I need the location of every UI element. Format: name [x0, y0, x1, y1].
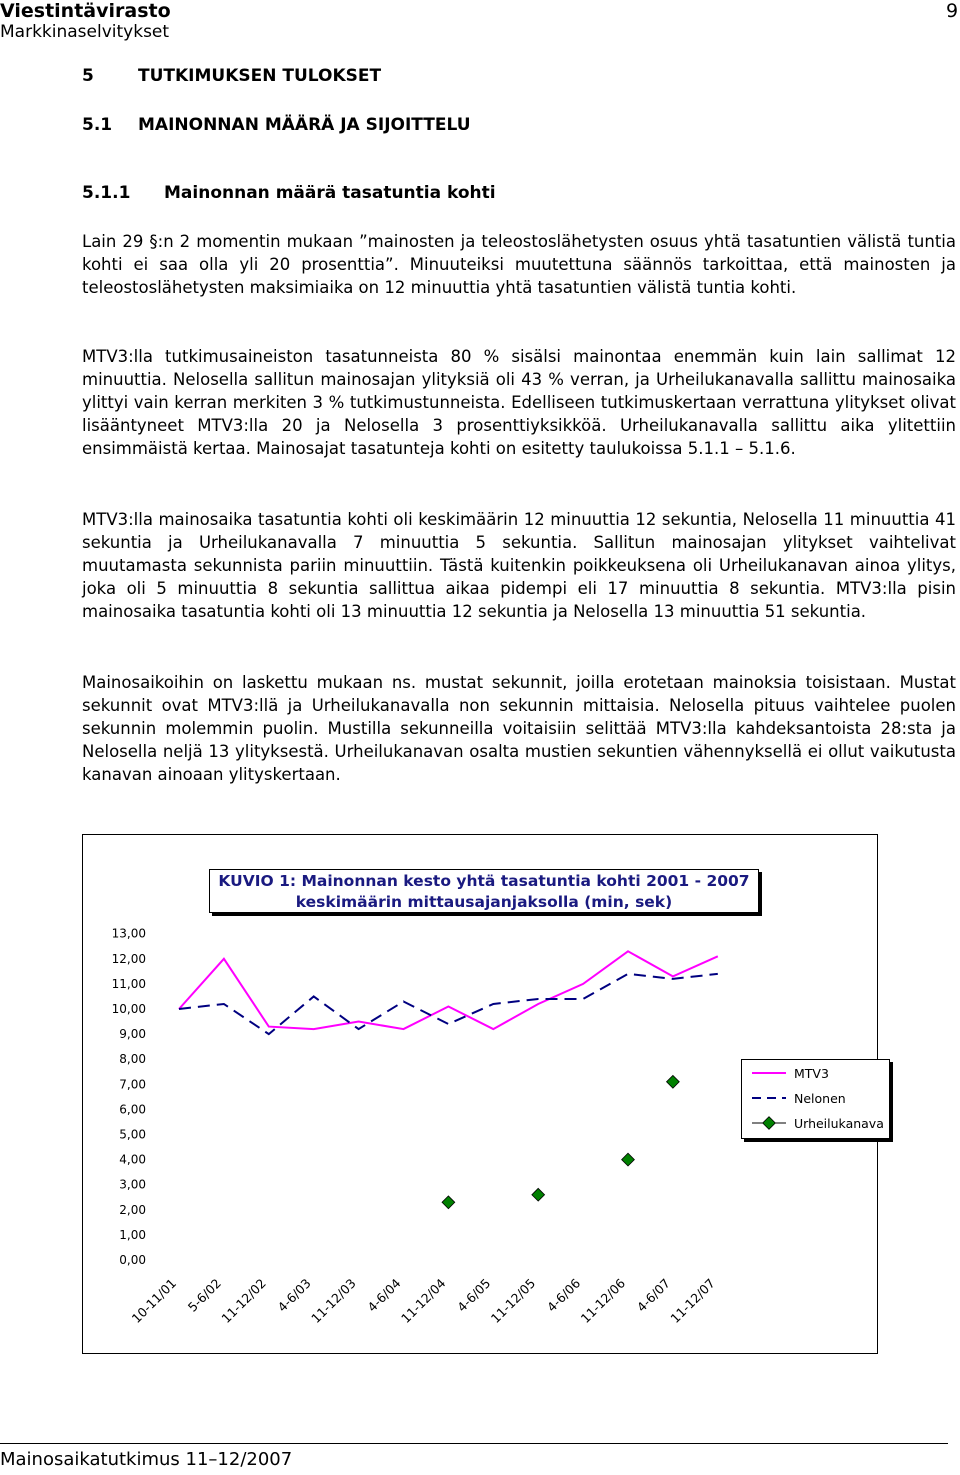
y-tick-label: 0,00 — [119, 1253, 146, 1267]
paragraph-1: Lain 29 §:n 2 momentin mukaan ”mainosten ja teleostoslähetysten osuus yhtä tasatuntien välistä tuntia kohti ei saa olla yli 20 prosenttia”. Minuuteiksi muutettuna säännös tarkoittaa, että mainosten ja teleostoslähetysten maksimiaika on 12 minuuttia yhtä tasatuntien välistä tuntia kohti. — [82, 232, 956, 297]
urheilukanava-data-point — [442, 1196, 455, 1209]
footer-text: Mainosaikatutkimus 11–12/2007 — [0, 1449, 293, 1470]
y-tick-label: 10,00 — [111, 1002, 146, 1016]
series-line-nelonen — [179, 974, 718, 1034]
paragraph-3: MTV3:lla mainosaika tasatuntia kohti oli keskimäärin 12 minuuttia 12 sekuntia, Nelosella 11 minuuttia 41 sekuntia ja Urheilukanavalla 7 minuuttia 5 sekuntia. Sallitun mainosajan ylitykset vaihtelivat muutamasta sekunnista pariin minuuttiin. Tästä kuitenkin poikkeuksena oli Urheilukanavan ainoa ylitys, joka oli 5 minuuttia 8 sekuntia sallittua aikaa pidempi eli 17 minuuttia 8 sekuntia. MTV3:lla pisin mainosaika tasatuntia kohti oli 13 minuuttia 12 sekuntia ja Nelosella 13 minuuttia 51 sekuntia. — [82, 510, 956, 621]
x-tick-label: 11-12/06 — [577, 1275, 629, 1327]
y-tick-label: 12,00 — [111, 951, 146, 966]
y-tick-label: 5,00 — [119, 1127, 146, 1142]
paragraph-2: MTV3:lla tutkimusaineiston tasatunneista 80 % sisälsi mainontaa enemmän kuin lain sallimat 12 minuuttia. Nelosella sallitun mainosajan ylityksiä oli 43 % verran, ja Urheilukanavalla sallittu mainosaika ylittyi vain kerran merkiten 3 % tutkimustunneista. Edelliseen tutkimuskertaan verrattuna ylitykset olivat lisääntyneet MTV3:lla 20 ja Nelosella 3 prosenttiyksikköä. Urheilukanavalla sallittu aika ylitettiin ensimmäistä kertaa. Mainosajat tasatunteja kohti on esitetty taulukoissa 5.1.1 – 5.1.6. — [82, 347, 956, 458]
heading-1-number: 5 — [82, 66, 94, 86]
y-tick-label: 4,00 — [119, 1152, 146, 1167]
x-tick-label: 5-6/02 — [184, 1275, 225, 1315]
paragraph-4: Mainosaikoihin on laskettu mukaan ns. mustat sekunnit, joilla erotetaan mainoksia toisistaan. Mustat sekunnit ovat MTV3:llä ja Urheilukanavalla non sekunnin mittaisia. Nelosella pituus vaihtelee puolen sekunnin molemmin puolin. Mustilla sekunneilla voitaisiin selittää MTV3:lla kahdeksantoista 28:sta ja Nelosella neljä 13 ylityksestä. Urheilukanavan osalta mustien sekuntien vähennyksellä ei ollut vaikutusta kanavan ainoaan ylityskertaan. — [82, 673, 956, 784]
urheilukanava-data-point — [622, 1153, 635, 1166]
x-tick-label: 4-6/05 — [454, 1275, 494, 1315]
urheilukanava-data-point — [532, 1188, 545, 1201]
heading-3-title: Mainonnan määrä tasatuntia kohti — [164, 183, 496, 203]
heading-3-number: 5.1.1 — [82, 183, 131, 203]
organization-name: Viestintävirasto — [0, 0, 171, 22]
urheilukanava-data-point — [667, 1075, 680, 1088]
page-number: 9 — [946, 0, 959, 22]
unit-name: Markkinaselvitykset — [0, 22, 170, 42]
y-tick-label: 13,00 — [111, 926, 146, 941]
x-tick-label: 11-12/02 — [218, 1275, 269, 1327]
y-tick-label: 2,00 — [119, 1202, 146, 1217]
x-tick-label: 11-12/07 — [667, 1275, 718, 1327]
y-tick-label: 11,00 — [111, 976, 146, 991]
y-tick-label: 7,00 — [119, 1077, 146, 1092]
x-tick-label: 4-6/03 — [274, 1275, 314, 1315]
y-tick-label: 1,00 — [119, 1227, 146, 1242]
x-tick-label: 4-6/06 — [543, 1275, 584, 1315]
chart-title — [209, 869, 759, 913]
series-line-mtv3 — [179, 951, 718, 1029]
chart-title-line-2: keskimäärin mittausajanjaksolla (min, sek) — [295, 893, 673, 911]
heading-2-number: 5.1 — [82, 115, 113, 135]
x-tick-label: 11-12/04 — [397, 1275, 449, 1327]
y-tick-label: 8,00 — [119, 1052, 146, 1067]
legend-urheilu-marker — [763, 1117, 776, 1130]
chart-title-line-1: KUVIO 1: Mainonnan kesto yhtä tasatuntia kohti 2001 - 2007 — [218, 872, 750, 890]
x-tick-label: 11-12/05 — [487, 1275, 539, 1327]
legend-mtv3-label: MTV3 — [794, 1066, 829, 1081]
x-tick-label: 10-11/01 — [128, 1275, 180, 1327]
y-tick-label: 3,00 — [119, 1177, 146, 1192]
y-tick-label: 9,00 — [119, 1027, 146, 1042]
heading-1-title: TUTKIMUKSEN TULOKSET — [138, 66, 382, 86]
heading-2-title: MAINONNAN MÄÄRÄ JA SIJOITTELU — [138, 115, 471, 135]
legend-urheilu-label: Urheilukanava — [794, 1116, 884, 1131]
x-tick-label: 11-12/03 — [308, 1275, 359, 1327]
x-tick-label: 4-6/07 — [633, 1275, 674, 1315]
y-tick-label: 6,00 — [119, 1102, 146, 1117]
legend-graphic — [742, 1060, 891, 1140]
chart-legend — [741, 1059, 890, 1139]
x-tick-label: 4-6/04 — [364, 1275, 404, 1315]
legend-nelonen-label: Nelonen — [794, 1091, 846, 1106]
footer-rule — [0, 1443, 948, 1444]
